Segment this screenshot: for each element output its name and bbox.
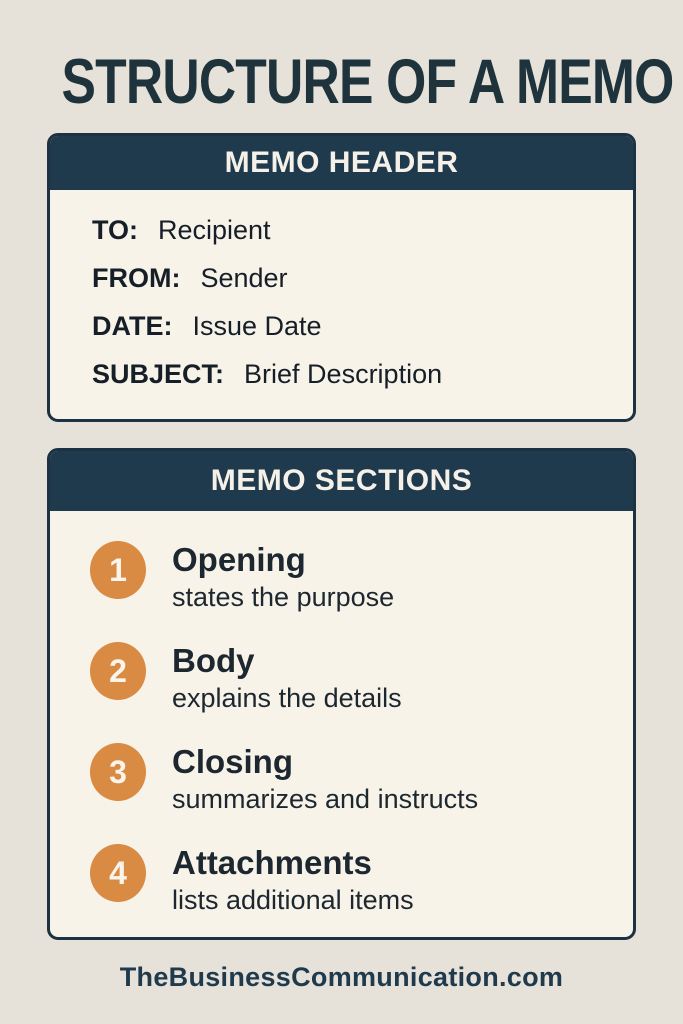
footer-website: TheBusinessCommunication.com bbox=[119, 962, 564, 992]
field-row-to bbox=[92, 214, 591, 247]
field-row-from bbox=[92, 262, 591, 295]
number-badge: 3 bbox=[90, 743, 146, 801]
memo-header-card-title: MEMO HEADER bbox=[50, 136, 633, 190]
field-label: DATE: bbox=[92, 311, 173, 341]
section-item-text bbox=[172, 541, 394, 614]
memo-header-card bbox=[47, 133, 636, 422]
memo-sections-card bbox=[47, 448, 636, 940]
field-label: SUBJECT: bbox=[92, 359, 225, 389]
field-value: Issue Date bbox=[192, 311, 322, 341]
memo-sections-list bbox=[50, 511, 633, 917]
section-item-text bbox=[172, 642, 402, 715]
section-item-description: summarizes and instructs bbox=[172, 784, 479, 814]
section-item-body bbox=[90, 642, 593, 715]
section-item-title: Body bbox=[172, 642, 255, 679]
section-item-attachments bbox=[90, 844, 593, 917]
section-item-description: lists additional items bbox=[172, 885, 414, 915]
section-item-opening bbox=[90, 541, 593, 614]
field-value: Brief Description bbox=[244, 359, 443, 389]
section-item-title: Closing bbox=[172, 743, 293, 780]
section-item-text bbox=[172, 844, 414, 917]
field-label: TO: bbox=[92, 215, 138, 245]
section-item-title: Opening bbox=[172, 541, 306, 578]
number-badge: 1 bbox=[90, 541, 146, 599]
page-title: STRUCTURE OF A MEMO bbox=[61, 47, 674, 117]
field-value: Sender bbox=[200, 263, 288, 293]
memo-sections-card-title: MEMO SECTIONS bbox=[50, 451, 633, 511]
memo-header-fields bbox=[50, 190, 633, 391]
section-item-title: Attachments bbox=[172, 844, 372, 881]
section-item-text bbox=[172, 743, 478, 816]
field-label: FROM: bbox=[92, 263, 181, 293]
section-item-closing bbox=[90, 743, 593, 816]
number-badge: 2 bbox=[90, 642, 146, 700]
field-row-subject bbox=[92, 358, 591, 391]
section-item-description: states the purpose bbox=[172, 582, 395, 612]
field-value: Recipient bbox=[158, 215, 271, 245]
section-item-description: explains the details bbox=[172, 683, 402, 713]
field-row-date bbox=[92, 310, 591, 343]
number-badge: 4 bbox=[90, 844, 146, 902]
